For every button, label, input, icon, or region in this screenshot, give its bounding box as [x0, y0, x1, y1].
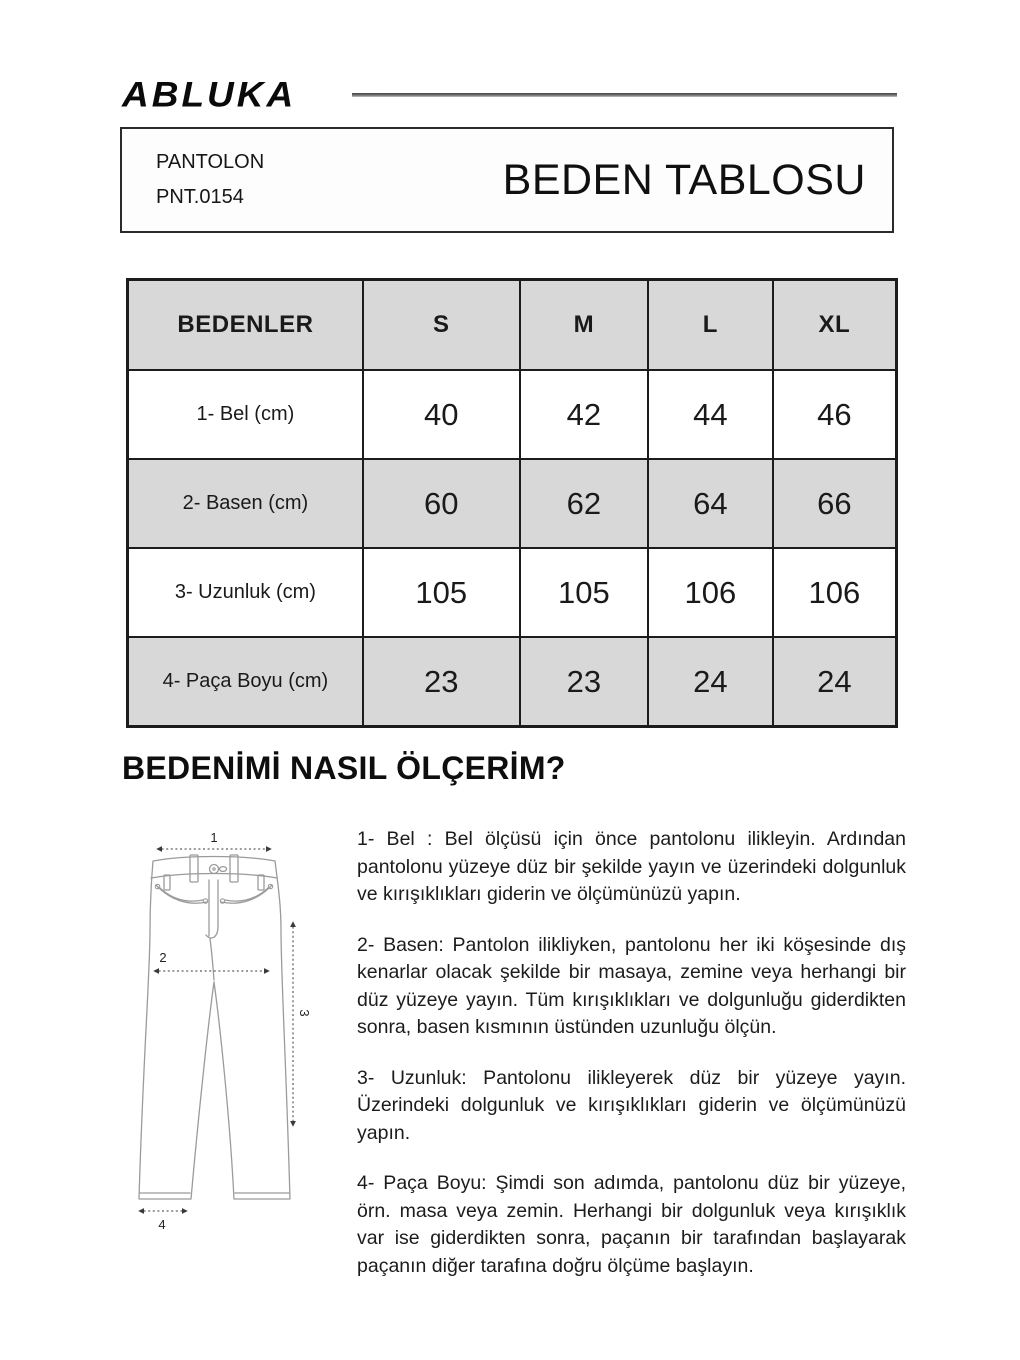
instruction-basen: 2- Basen: Pantolon ilikliyken, pantolonu her iki köşesinde dış kenarlar olacak şekilde bir masaya, zemine veya herhangi bir düz yüzeye yayın. Tüm kırışıklıkları ve dolgunluğu giderdikten sonra, basen kısmının üstünden uzunluğu ölçün.: [357, 933, 906, 1038]
cell-value: 106: [648, 548, 773, 637]
instruction-paca-boyu: 4- Paça Boyu: Şimdi son adımda, pantolonu düz bir yüzeye, örn. masa veya zemin. Herhangi bir dolgunluk veya kırışıklık var ise giderdikten sonra, paçanın bir tarafından başlayarak paçanın diğer tarafına doğru ölçüme başlayın.: [357, 1172, 906, 1277]
product-code: PNT.0154: [156, 186, 244, 208]
measure-instructions: [357, 826, 906, 1303]
column-header-l: L: [648, 280, 773, 371]
cell-value: 44: [648, 370, 773, 459]
hem-label: 4: [158, 1217, 166, 1232]
row-label: 1- Bel (cm): [128, 370, 363, 459]
waist-label: 1: [210, 830, 218, 845]
cell-value: 106: [773, 548, 897, 637]
column-header-m: M: [520, 280, 648, 371]
cell-value: 40: [363, 370, 520, 459]
cell-value: 23: [520, 637, 648, 727]
row-label: 2- Basen (cm): [128, 459, 363, 548]
row-label: 3- Uzunluk (cm): [128, 548, 363, 637]
table-row-basen: [128, 459, 897, 548]
brand-logo: ABLUKA: [122, 75, 297, 114]
instruction-uzunluk: 3- Uzunluk: Pantolonu ilikleyerek düz bir yüzeye yayın. Üzerindeki dolgunluk ve kırışıklıkları giderin ve ölçümünüzü yapın.: [357, 1066, 906, 1144]
column-header-s: S: [363, 280, 520, 371]
table-row-uzunluk: [128, 548, 897, 637]
header-rule: [352, 93, 897, 97]
size-table-header-row: [128, 280, 897, 371]
cell-value: 42: [520, 370, 648, 459]
product-info: [122, 145, 264, 215]
size-table: [126, 278, 898, 728]
row-label: 4- Paça Boyu (cm): [128, 637, 363, 727]
cell-value: 64: [648, 459, 773, 548]
section-heading: BEDENİMİ NASIL ÖLÇERİM?: [122, 750, 566, 786]
cell-value: 24: [773, 637, 897, 727]
pants-measurement-diagram-icon: [130, 830, 325, 1235]
cell-value: 23: [363, 637, 520, 727]
cell-value: 105: [520, 548, 648, 637]
pants-outline-icon: [139, 855, 290, 1199]
table-row-bel: [128, 370, 897, 459]
page-title: BEDEN TABLOSU: [502, 155, 866, 204]
cell-value: 62: [520, 459, 648, 548]
cell-value: 66: [773, 459, 897, 548]
instruction-bel: 1- Bel : Bel ölçüsü için önce pantolonu ilikleyin. Ardından pantolonu yüzeye düz bir şekilde yayın ve üzerindeki dolgunluk ve kırışıklıkları giderin ve ölçümünüzü yapın.: [357, 828, 906, 905]
product-type: PANTOLON: [156, 151, 265, 173]
table-row-paca-boyu: [128, 637, 897, 727]
cell-value: 105: [363, 548, 520, 637]
cell-value: 46: [773, 370, 897, 459]
title-box: [120, 127, 894, 233]
column-header-bedenler: BEDENLER: [128, 280, 363, 371]
column-header-xl: XL: [773, 280, 897, 371]
cell-value: 24: [648, 637, 773, 727]
length-label: 3: [297, 1009, 312, 1017]
hip-label: 2: [159, 950, 167, 965]
cell-value: 60: [363, 459, 520, 548]
